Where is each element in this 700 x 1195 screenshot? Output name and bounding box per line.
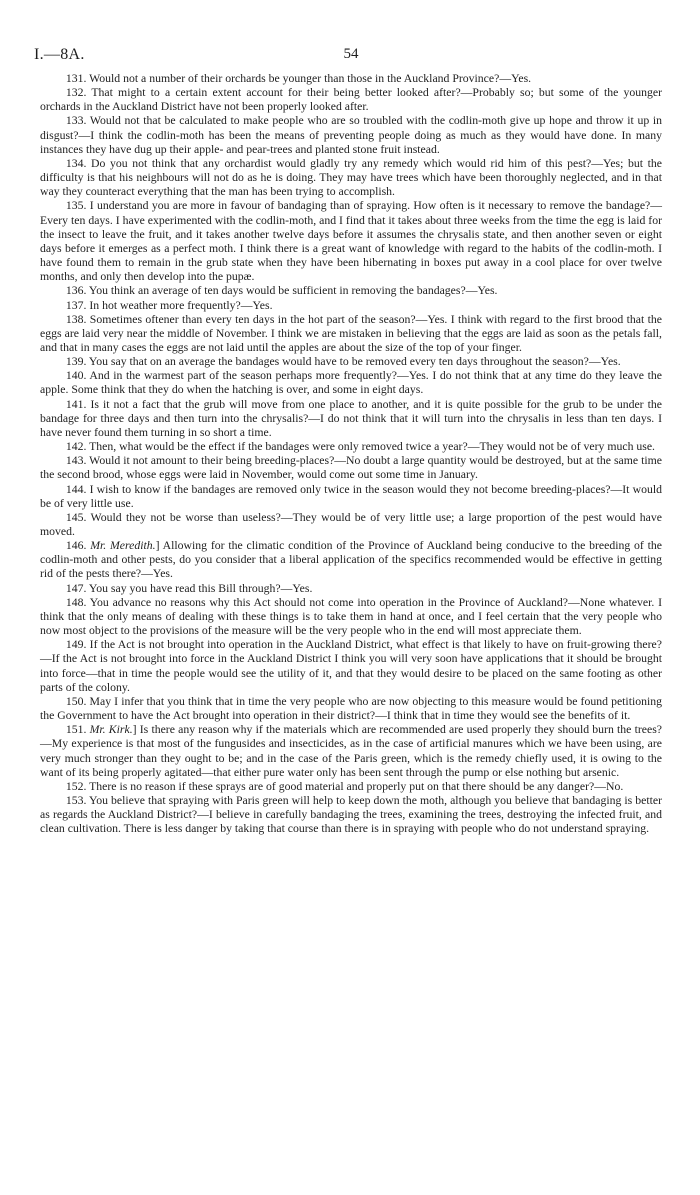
document-reference: I.—8A. xyxy=(34,46,85,63)
question-text: ] Allowing for the climatic condition of the Province of Auckland being conducive to the breeding of the codlin-moth and other pests, do you consider that a liberal application of the specifics recommended would be effective in getting rid of the pests there?—Yes. xyxy=(40,539,662,581)
question-145: 145. Would they not be worse than useless?—They would be of very little use; a large proportion of the pest would have moved. xyxy=(40,510,662,538)
evidence-text xyxy=(40,72,662,836)
question-136: 136. You think an average of ten days would be sufficient in removing the bandages?—Yes. xyxy=(65,284,498,298)
question-139: 139. You say that on an average the bandages would have to be removed every ten days throughout the season?—Yes. xyxy=(65,355,621,369)
page-number: 54 xyxy=(343,46,359,62)
question-131: 131. Would not a number of their orchards be younger than those in the Auckland Province?—Yes. xyxy=(65,72,532,85)
question-144: 144. I wish to know if the bandages are removed only twice in the season would they not become breeding-places?—It would be of very little use. xyxy=(40,482,662,510)
question-133: 133. Would not that be calculated to make people who are so troubled with the codlin-moth give up hope and throw it up in disgust?—I think the codlin-moth has been the means of preventing people doing as much as they would have done. In many instances they have dug up their apple- and pear-trees and planted stone fruit instead. xyxy=(40,114,662,156)
question-152: 152. There is no reason if these sprays are of good material and properly put on that there should be any danger?—No. xyxy=(65,779,624,793)
question-149: 149. If the Act is not brought into operation in the Auckland District, what effect is that likely to have on fruit-growing there?—If the Act is not brought into force in the Auckland District I think you will very soon have applications that it should be brought into force—that in time the people would see the utility of it, and that they would desire to be placed on the same footing as other parts of the colony. xyxy=(40,638,662,694)
question-141: 141. Is it not a fact that the grub will move from one place to another, and it is quite possible for the grub to be under the bandage for three days and then turn into the chrysalis?—I do not think that it will turn into the chrysalis in less than ten days. I have never found them turning in so short a time. xyxy=(40,397,662,439)
question-number: 146. xyxy=(65,539,91,553)
question-147: 147. You say you have read this Bill through?—Yes. xyxy=(65,581,313,595)
question-132: 132. That might to a certain extent account for their being better looked after?—Probably so; but some of the younger orchards in the Auckland District have not been properly looked after. xyxy=(40,86,662,114)
question-151 xyxy=(40,723,662,780)
question-135: 135. I understand you are more in favour of bandaging than of spraying. How often is it necessary to remove the bandage?—Every ten days. I have experimented with the codlin-moth, and I find that it takes about three weeks from the time the egg is laid for the insect to leave the fruit, and it takes another twelve days before it assumes the chrysalis state, and then another seven or eight days before it emerges as a perfect moth. I think there is a great want of knowledge with regard to the habits of the codlin-moth. I have found them to remain in the grub state when they have been hibernating in boxes put away in a cool place for over twelve months, and only then develop into the pupæ. xyxy=(40,199,662,284)
question-142: 142. Then, what would be the effect if the bandages were only removed twice a year?—They would not be of very much use. xyxy=(65,440,655,454)
question-140: 140. And in the warmest part of the season perhaps more frequently?—Yes. I do not think that at any time do they leave the apple. Some think that they do when the hatching is over, and some in eight days. xyxy=(40,369,662,397)
question-146 xyxy=(40,539,662,581)
page-header xyxy=(34,38,662,72)
speaker-name: Mr. Meredith. xyxy=(90,539,156,553)
question-137: 137. In hot weather more frequently?—Yes. xyxy=(65,298,273,312)
question-text: ] Is there any reason why if the materials which are recommended are used properly they should burn the trees?—My experience is that most of the fungusides and insecticides, as in the case of artificial manures which we have been using, are very much stronger than they ought to be; and in the case of the Paris green, which is the remedy chiefly used, it is owing to the want of its being properly agitated—that either pure water only has been sent through the pump or else nothing but arsenic. xyxy=(40,723,662,779)
question-138: 138. Sometimes oftener than every ten days in the hot part of the season?—Yes. I think with regard to the first brood that the eggs are laid very near the middle of November. I think we are mistaken in believing that the eggs are laid as soon as the petals fall, and that in many cases the eggs are not laid until the apples are about the size of the top of your finger. xyxy=(40,312,662,354)
question-143: 143. Would it not amount to their being breeding-places?—No doubt a large quantity would be destroyed, but at the same time the second brood, whose eggs were laid in November, would come out some time in January. xyxy=(40,454,662,482)
question-148: 148. You advance no reasons why this Act should not come into operation in the Province of Auckland?—None whatever. I think that the only means of dealing with these things is to take them in hand at once, and I feel certain that the very people who now most object to the provisions of the measure will be the very people who in the end will most appreciate them. xyxy=(40,595,662,638)
question-153: 153. You believe that spraying with Paris green will help to keep down the moth, although you believe that bandaging is better as regards the Auckland District?—I believe in carefully bandaging the trees, examining the trees, destroying the infected fruit, and clean cultivation. There is less danger by taking that course than there is in spraying with people who do not understand spraying. xyxy=(40,793,662,836)
question-134: 134. Do you not think that any orchardist would gladly try any remedy which would rid him of this pest?—Yes; but the difficulty is that his neighbours will not do as he is doing. They may have trees which have been thoroughly neglected, and in that way they counteract everything that the man has been trying to accomplish. xyxy=(40,156,662,199)
speaker-name: Mr. Kirk. xyxy=(89,723,133,737)
question-number: 151. xyxy=(65,723,90,737)
question-150: 150. May I infer that you think that in time the very people who are now objecting to this measure would be found petitioning the Government to have the Act brought into operation in their district?—I think that in time they would see the benefits of it. xyxy=(40,694,662,723)
